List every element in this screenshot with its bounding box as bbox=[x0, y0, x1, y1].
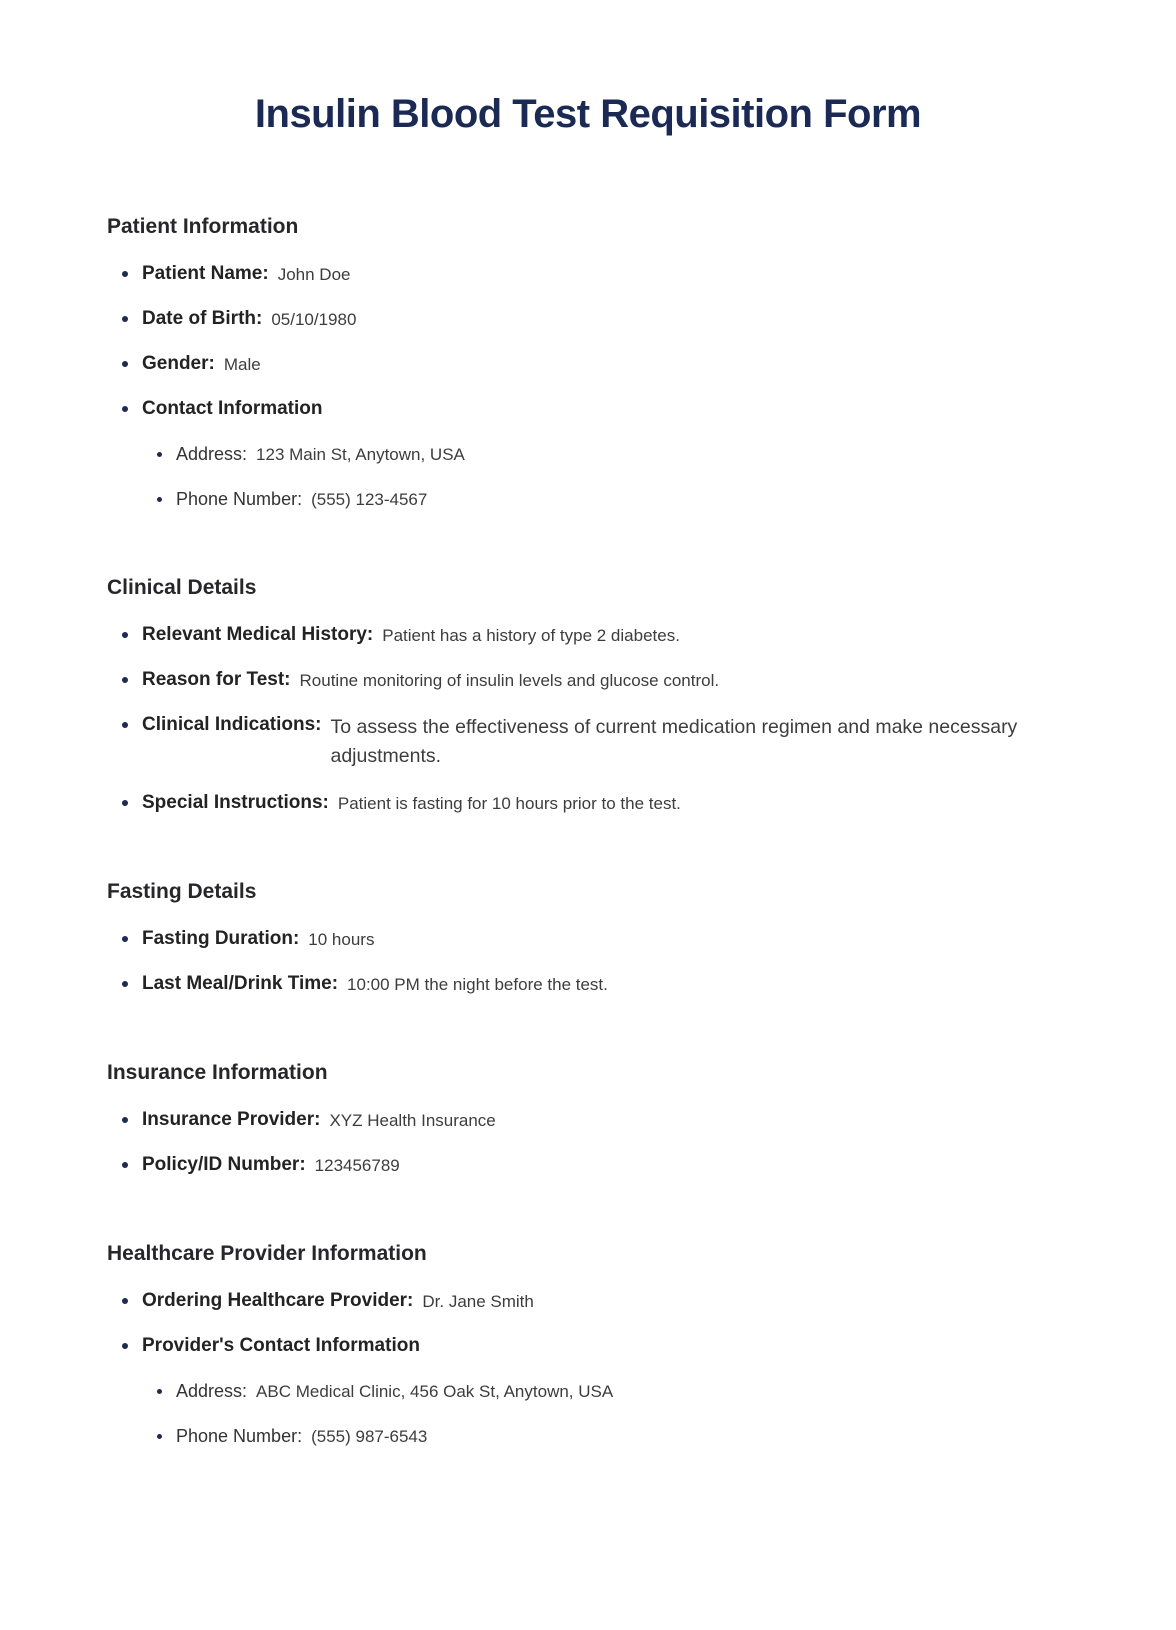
field-value: Patient is fasting for 10 hours prior to the test. bbox=[337, 794, 681, 813]
field-value: John Doe bbox=[277, 265, 351, 284]
field-row bbox=[122, 927, 1090, 952]
field-row bbox=[122, 307, 1090, 332]
field-row bbox=[157, 442, 1090, 467]
section-heading: Patient Information bbox=[107, 215, 299, 238]
list-item bbox=[122, 262, 1090, 287]
bullet-icon bbox=[122, 981, 128, 987]
bullet-list bbox=[107, 623, 1090, 816]
section-heading: Clinical Details bbox=[107, 576, 257, 599]
field-label: Phone Number: bbox=[176, 489, 303, 509]
field-row bbox=[122, 1334, 1090, 1358]
bullet-icon bbox=[122, 800, 128, 806]
list-item bbox=[157, 487, 1090, 512]
field-row bbox=[122, 972, 1090, 997]
list-item bbox=[122, 713, 1090, 771]
form-section bbox=[107, 576, 1090, 816]
list-item bbox=[122, 668, 1090, 693]
bullet-icon bbox=[157, 1389, 162, 1394]
bullet-icon bbox=[122, 1162, 128, 1168]
sub-bullet-list bbox=[122, 442, 1090, 512]
field-value: 05/10/1980 bbox=[271, 310, 357, 329]
field-value: To assess the effectiveness of current medication regimen and make necessary adjustments. bbox=[330, 716, 1018, 767]
field-value: (555) 123-4567 bbox=[311, 490, 428, 509]
form-sections bbox=[107, 215, 1090, 1449]
field-label: Provider's Contact Information bbox=[142, 1335, 420, 1356]
bullet-list bbox=[107, 1108, 1090, 1178]
bullet-icon bbox=[157, 452, 162, 457]
list-item bbox=[157, 442, 1090, 467]
bullet-icon bbox=[122, 406, 128, 412]
bullet-icon bbox=[122, 361, 128, 367]
field-label: Relevant Medical History: bbox=[142, 624, 374, 645]
field-label: Ordering Healthcare Provider: bbox=[142, 1290, 414, 1311]
field-value: 123 Main St, Anytown, USA bbox=[256, 445, 465, 464]
bullet-icon bbox=[122, 316, 128, 322]
form-section bbox=[107, 1242, 1090, 1449]
bullet-list bbox=[107, 262, 1090, 512]
field-label: Date of Birth: bbox=[142, 308, 263, 329]
bullet-icon bbox=[157, 1434, 162, 1439]
field-label: Special Instructions: bbox=[142, 792, 329, 813]
field-row bbox=[122, 791, 1090, 816]
list-item bbox=[122, 972, 1090, 997]
list-item bbox=[122, 1153, 1090, 1178]
field-label: Insurance Provider: bbox=[142, 1109, 321, 1130]
list-item bbox=[157, 1379, 1090, 1404]
field-value: ABC Medical Clinic, 456 Oak St, Anytown, USA bbox=[256, 1382, 614, 1401]
field-value: 10 hours bbox=[308, 930, 375, 949]
section-heading: Healthcare Provider Information bbox=[107, 1242, 427, 1265]
field-label: Last Meal/Drink Time: bbox=[142, 973, 339, 994]
field-row bbox=[122, 1108, 1090, 1133]
bullet-icon bbox=[122, 632, 128, 638]
field-row bbox=[122, 352, 1090, 377]
field-value: Patient has a history of type 2 diabetes. bbox=[382, 626, 680, 645]
field-label: Phone Number: bbox=[176, 1426, 303, 1446]
list-item bbox=[157, 1424, 1090, 1449]
bullet-icon bbox=[122, 1298, 128, 1304]
section-heading: Insurance Information bbox=[107, 1061, 328, 1084]
field-label: Address: bbox=[176, 444, 248, 464]
sub-bullet-list bbox=[122, 1379, 1090, 1449]
field-row bbox=[122, 713, 1090, 771]
bullet-icon bbox=[122, 722, 128, 728]
document-title: Insulin Blood Test Requisition Form bbox=[254, 92, 922, 136]
field-value: Male bbox=[223, 355, 261, 374]
field-label: Clinical Indications: bbox=[142, 714, 322, 735]
section-heading: Fasting Details bbox=[107, 880, 257, 903]
bullet-list bbox=[107, 927, 1090, 997]
list-item bbox=[122, 623, 1090, 648]
field-row bbox=[122, 1153, 1090, 1178]
form-section bbox=[107, 215, 1090, 512]
form-section bbox=[107, 880, 1090, 997]
list-item bbox=[122, 397, 1090, 512]
list-item bbox=[122, 927, 1090, 952]
bullet-icon bbox=[122, 1117, 128, 1123]
bullet-icon bbox=[122, 936, 128, 942]
bullet-icon bbox=[157, 497, 162, 502]
list-item bbox=[122, 791, 1090, 816]
field-row bbox=[157, 487, 1090, 512]
field-label: Reason for Test: bbox=[142, 669, 291, 690]
field-row bbox=[157, 1379, 1090, 1404]
field-label: Contact Information bbox=[142, 398, 323, 419]
field-row bbox=[122, 1289, 1090, 1314]
field-value: 123456789 bbox=[314, 1156, 400, 1175]
field-label: Policy/ID Number: bbox=[142, 1154, 306, 1175]
bullet-icon bbox=[122, 1343, 128, 1349]
list-item bbox=[122, 1334, 1090, 1449]
field-label: Patient Name: bbox=[142, 263, 269, 284]
field-value: Routine monitoring of insulin levels and glucose control. bbox=[299, 671, 720, 690]
field-row bbox=[122, 262, 1090, 287]
field-value: Dr. Jane Smith bbox=[422, 1292, 534, 1311]
list-item bbox=[122, 307, 1090, 332]
field-value: 10:00 PM the night before the test. bbox=[347, 975, 608, 994]
field-row bbox=[122, 668, 1090, 693]
field-label: Fasting Duration: bbox=[142, 928, 300, 949]
list-item bbox=[122, 1289, 1090, 1314]
bullet-icon bbox=[122, 271, 128, 277]
form-section bbox=[107, 1061, 1090, 1178]
field-row bbox=[157, 1424, 1090, 1449]
list-item bbox=[122, 1108, 1090, 1133]
list-item bbox=[122, 352, 1090, 377]
field-row bbox=[122, 623, 1090, 648]
bullet-icon bbox=[122, 677, 128, 683]
bullet-list bbox=[107, 1289, 1090, 1449]
field-label: Address: bbox=[176, 1381, 248, 1401]
field-row bbox=[122, 397, 1090, 421]
field-label: Gender: bbox=[142, 353, 215, 374]
field-value: XYZ Health Insurance bbox=[329, 1111, 496, 1130]
field-value: (555) 987-6543 bbox=[311, 1427, 428, 1446]
